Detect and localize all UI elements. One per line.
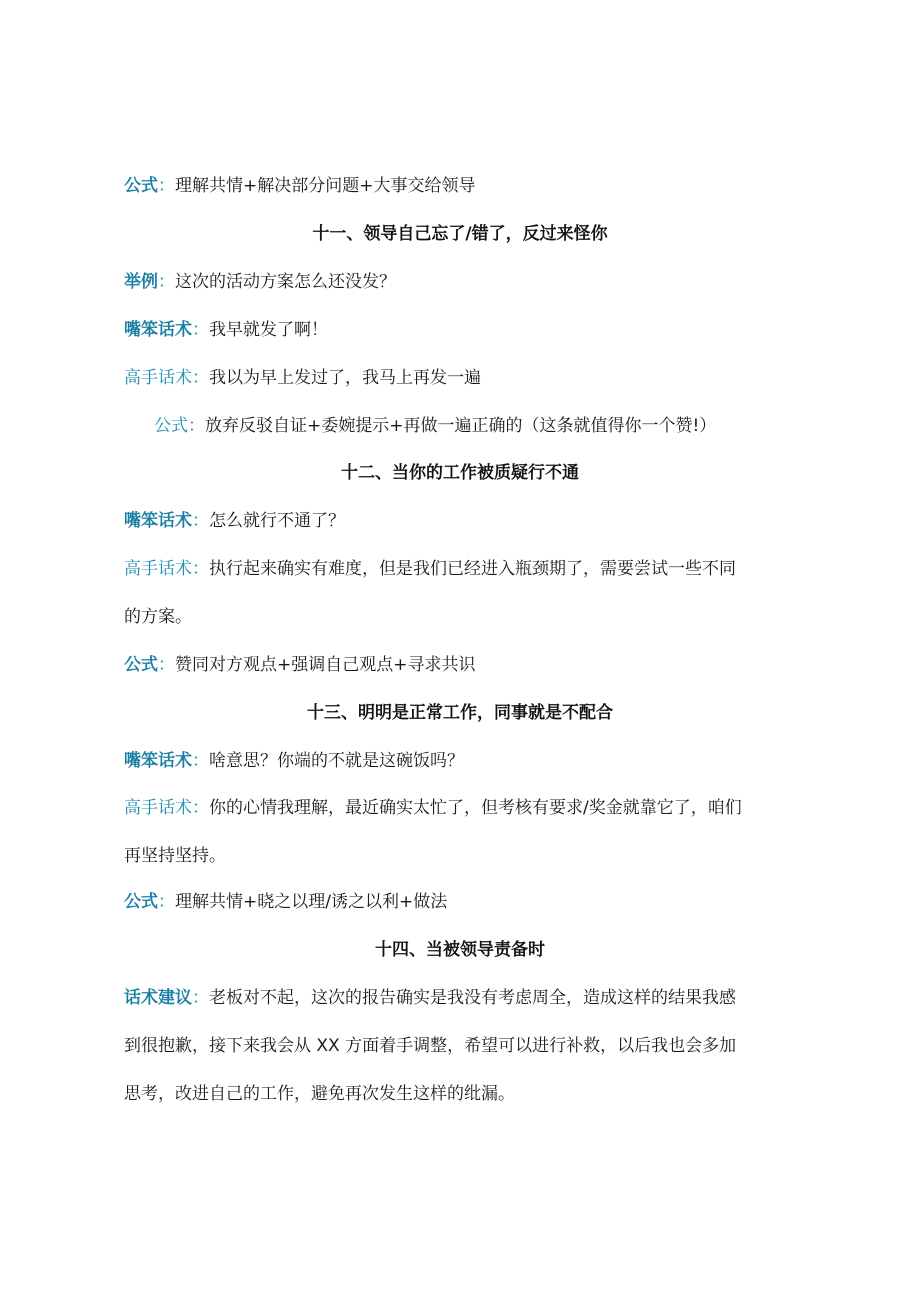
colon: ： [188, 416, 205, 436]
advice-text-continued: 思考，改进自己的工作，避免再次发生这样的纰漏。 [124, 1084, 515, 1104]
colon: ： [192, 368, 209, 388]
expert-label: 高手话术 [124, 798, 192, 818]
s11-expert-line [124, 366, 481, 390]
advice-text: 老板对不起，这次的报告确实是我没有考虑周全，造成这样的结果我感 [209, 988, 736, 1008]
formula-text: 赞同对方观点+强调自己观点+寻求共识 [175, 655, 476, 675]
expert-text-continued: 再坚持坚持。 [124, 846, 226, 866]
s12-formula-line [124, 653, 476, 677]
clumsy-text: 怎么就行不通了？ [209, 511, 345, 531]
expert-label: 高手话术 [124, 368, 192, 388]
s11-formula-line [154, 414, 716, 438]
formula-text: 理解共情+晓之以理/诱之以利+做法 [175, 892, 448, 912]
s11-example-line [124, 270, 396, 294]
formula-label: 公式 [124, 892, 158, 912]
colon: ： [192, 988, 209, 1008]
formula-label: 公式 [124, 655, 158, 675]
colon: ： [158, 272, 175, 292]
colon: ： [192, 559, 209, 579]
intro-formula-line [124, 174, 476, 198]
s14-advice-line-1 [124, 986, 736, 1010]
formula-label: 公式 [124, 176, 158, 196]
section-11-heading: 十一、领导自己忘了/错了，反过来怪你 [312, 224, 608, 244]
colon: ： [192, 511, 209, 531]
s14-advice-line-3 [124, 1082, 515, 1106]
colon: ： [158, 892, 175, 912]
clumsy-label: 嘴笨话术 [124, 751, 192, 771]
colon: ： [192, 751, 209, 771]
expert-text-continued: 的方案。 [124, 607, 192, 627]
clumsy-label: 嘴笨话术 [124, 511, 192, 531]
s12-clumsy-line [124, 509, 345, 533]
clumsy-text: 啥意思？你端的不就是这碗饭吗？ [209, 751, 464, 771]
s13-clumsy-line [124, 749, 464, 773]
expert-text: 我以为早上发过了，我马上再发一遍 [209, 368, 481, 388]
colon: ： [158, 176, 175, 196]
s13-formula-line [124, 890, 447, 914]
colon: ： [192, 798, 209, 818]
section-13-heading: 十三、明明是正常工作，同事就是不配合 [307, 703, 613, 723]
section-14-heading: 十四、当被领导责备时 [375, 940, 545, 960]
formula-text: 理解共情+解决部分问题+大事交给领导 [175, 176, 476, 196]
expert-text: 执行起来确实有难度，但是我们已经进入瓶颈期了，需要尝试一些不同 [209, 559, 736, 579]
advice-label: 话术建议 [124, 988, 192, 1008]
s13-expert-line-1 [124, 796, 742, 820]
example-text: 这次的活动方案怎么还没发？ [175, 272, 396, 292]
s12-expert-line-2 [124, 605, 192, 629]
expert-label: 高手话术 [124, 559, 192, 579]
clumsy-label: 嘴笨话术 [124, 320, 192, 340]
formula-label: 公式 [154, 416, 188, 436]
colon: ： [192, 320, 209, 340]
example-label: 举例 [124, 272, 158, 292]
colon: ： [158, 655, 175, 675]
s14-advice-line-2 [124, 1034, 736, 1058]
clumsy-text: 我早就发了啊！ [209, 320, 328, 340]
expert-text: 你的心情我理解，最近确实太忙了，但考核有要求/奖金就靠它了，咱们 [209, 798, 742, 818]
s12-expert-line-1 [124, 557, 736, 581]
section-12-heading: 十二、当你的工作被质疑行不通 [341, 463, 579, 483]
formula-text: 放弃反驳自证+委婉提示+再做一遍正确的（这条就值得你一个赞!） [205, 416, 717, 436]
advice-text-continued: 到很抱歉，接下来我会从 XX 方面着手调整，希望可以进行补救，以后我也会多加 [124, 1036, 737, 1056]
s11-clumsy-line [124, 318, 328, 342]
s13-expert-line-2 [124, 844, 226, 868]
